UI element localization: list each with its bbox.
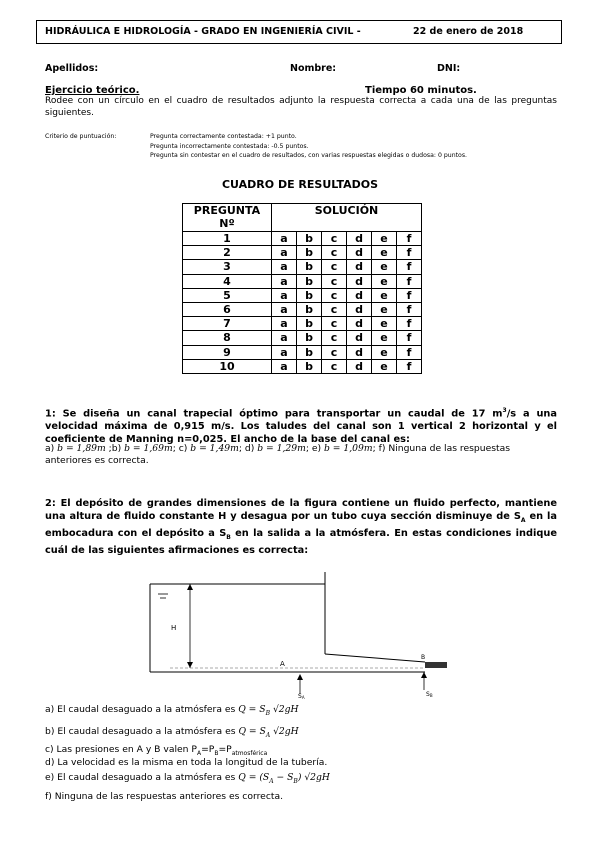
answer-option-e[interactable]: e: [372, 288, 397, 302]
results-row: [183, 274, 422, 288]
answer-option-f[interactable]: f: [397, 331, 422, 345]
results-row: [183, 246, 422, 260]
answer-option-c[interactable]: c: [322, 359, 347, 373]
q1-option-b[interactable]: b = 1,69m: [124, 443, 173, 454]
answer-option-e[interactable]: e: [372, 260, 397, 274]
answer-option-b[interactable]: b: [297, 260, 322, 274]
answer-option-c[interactable]: c: [322, 302, 347, 316]
results-row: [183, 302, 422, 316]
exercise-time: Tiempo 60 minutos.: [365, 85, 477, 96]
h-label: H: [171, 624, 177, 632]
question-1: 1: Se diseña un canal trapecial óptimo para transportar un caudal de 17 $m^3/s$ a una velocidad máxima de 0,915 m/s. Los taludes del canal son 1 vertical 2 horizontal y el coeficiente de Manning n=0,025. El ancho de la base del canal es:: [45, 407, 558, 446]
answer-option-f[interactable]: f: [397, 317, 422, 331]
results-row: [183, 359, 422, 373]
answer-option-f[interactable]: f: [397, 288, 422, 302]
answer-option-d[interactable]: d: [347, 302, 372, 316]
point-b-label: B: [421, 654, 426, 661]
answer-option-a[interactable]: a: [272, 359, 297, 373]
answer-option-b[interactable]: b: [297, 331, 322, 345]
exercise-intro: Rodee con un círculo en el cuadro de resultados adjunto la respuesta correcta a cada una de las preguntas siguientes.: [45, 96, 557, 118]
answer-option-b[interactable]: b: [297, 274, 322, 288]
answer-option-e[interactable]: e: [372, 302, 397, 316]
answer-option-d[interactable]: d: [347, 246, 372, 260]
nombre-label: Nombre:: [290, 63, 337, 74]
question-number: 1: [183, 232, 272, 246]
answer-option-e[interactable]: e: [372, 317, 397, 331]
q2-option-d[interactable]: d) La velocidad es la misma en toda la longitud de la tubería.: [45, 757, 328, 768]
answer-option-d[interactable]: d: [347, 331, 372, 345]
answer-option-f[interactable]: f: [397, 274, 422, 288]
answer-option-e[interactable]: e: [372, 274, 397, 288]
results-row: [183, 288, 422, 302]
answer-option-e[interactable]: e: [372, 232, 397, 246]
question-number: 8: [183, 331, 272, 345]
sa-label: SA: [298, 693, 305, 700]
results-row: [183, 331, 422, 345]
question-number: 6: [183, 302, 272, 316]
answer-option-e[interactable]: e: [372, 359, 397, 373]
q1-option-a[interactable]: b = 1,89m: [57, 443, 106, 454]
q2-option-f[interactable]: f) Ninguna de las respuestas anteriores es correcta.: [45, 791, 284, 802]
answer-option-a[interactable]: a: [272, 317, 297, 331]
dni-label: DNI:: [437, 63, 461, 74]
answer-option-d[interactable]: d: [347, 288, 372, 302]
answer-option-a[interactable]: a: [272, 274, 297, 288]
answer-option-e[interactable]: e: [372, 345, 397, 359]
criteria-line: Pregunta correctamente contestada: +1 punto.: [150, 133, 297, 140]
answer-option-e[interactable]: e: [372, 246, 397, 260]
results-row: [183, 345, 422, 359]
q1-option-e[interactable]: b = 1,09m: [324, 443, 373, 454]
answer-option-c[interactable]: c: [322, 317, 347, 331]
pregunta-header: PREGUNTA Nº: [183, 204, 272, 232]
answer-option-b[interactable]: b: [297, 302, 322, 316]
header-title: HIDRÁULICA E HIDROLOGÍA - GRADO EN INGENIERÍA CIVIL -: [45, 26, 361, 37]
answer-option-f[interactable]: f: [397, 232, 422, 246]
answer-option-f[interactable]: f: [397, 260, 422, 274]
question-number: 4: [183, 274, 272, 288]
results-table: [182, 203, 422, 374]
answer-option-f[interactable]: f: [397, 246, 422, 260]
results-row: [183, 232, 422, 246]
apellidos-label: Apellidos:: [45, 63, 99, 74]
point-a-label: A: [280, 660, 285, 668]
answer-option-b[interactable]: b: [297, 232, 322, 246]
answer-option-d[interactable]: d: [347, 359, 372, 373]
solucion-header: SOLUCIÓN: [272, 204, 422, 232]
answer-option-a[interactable]: a: [272, 288, 297, 302]
answer-option-d[interactable]: d: [347, 345, 372, 359]
question-number: 7: [183, 317, 272, 331]
q1-option-c[interactable]: b = 1,49m: [190, 443, 239, 454]
answer-option-a[interactable]: a: [272, 345, 297, 359]
answer-option-f[interactable]: f: [397, 302, 422, 316]
answer-option-d[interactable]: d: [347, 232, 372, 246]
answer-option-c[interactable]: c: [322, 232, 347, 246]
answer-option-a[interactable]: a: [272, 302, 297, 316]
answer-option-b[interactable]: b: [297, 359, 322, 373]
pipe-outlet: [425, 662, 447, 668]
question-number: 2: [183, 246, 272, 260]
q2-option-e[interactable]: e) El caudal desaguado a la atmósfera es $Q = (S_A - S_B)$ √2gH: [45, 772, 330, 785]
answer-option-e[interactable]: e: [372, 331, 397, 345]
answer-option-a[interactable]: a: [272, 260, 297, 274]
pipe-top: [325, 654, 425, 662]
criteria-line: Pregunta sin contestar en el cuadro de resultados, con varias respuestas elegidas o dudosa: 0 puntos.: [150, 152, 468, 159]
results-title: CUADRO DE RESULTADOS: [221, 178, 379, 191]
sb-label: SB: [426, 691, 433, 698]
answer-option-a[interactable]: a: [272, 246, 297, 260]
q2-option-b[interactable]: b) El caudal desaguado a la atmósfera es $Q = S_A$ √2gH: [45, 726, 299, 739]
answer-option-c[interactable]: c: [322, 274, 347, 288]
answer-option-a[interactable]: a: [272, 232, 297, 246]
question-number: 10: [183, 359, 272, 373]
exercise-title: Ejercicio teórico.: [45, 85, 140, 96]
header-date: 22 de enero de 2018: [413, 26, 524, 37]
answer-option-c[interactable]: c: [322, 288, 347, 302]
q1-option-f[interactable]: ; f) Ninguna de las respuestas anteriores es correcta.: [45, 443, 511, 466]
answer-option-b[interactable]: b: [297, 246, 322, 260]
q2-option-c[interactable]: c) Las presiones en A y B valen $P_A=P_B=P_{atmosférica}$: [45, 744, 268, 757]
question-2: 2: El depósito de grandes dimensiones de la figura contiene un fluido perfecto, mantiene una altura de fluido constante H y desagua por un tubo cuya sección disminuye de $S_A$ en la embocadura con el depósito a $S_B$ en la salida a la atmósfera. En estas condiciones indique cuál de las siguientes afirmaciones es correcta:: [45, 498, 558, 556]
answer-option-b[interactable]: b: [297, 288, 322, 302]
answer-option-b[interactable]: b: [297, 317, 322, 331]
answer-option-a[interactable]: a: [272, 331, 297, 345]
q2-option-a[interactable]: a) El caudal desaguado a la atmósfera es $Q = S_B$ √2gH: [45, 704, 299, 717]
criteria-label: Criterio de puntuación:: [45, 133, 117, 140]
question-number: 3: [183, 260, 272, 274]
results-row: [183, 260, 422, 274]
answer-option-c[interactable]: c: [322, 246, 347, 260]
answer-option-c[interactable]: c: [322, 345, 347, 359]
q1-option-d[interactable]: b = 1,29m: [257, 443, 306, 454]
results-row: [183, 317, 422, 331]
answer-option-f[interactable]: f: [397, 359, 422, 373]
answer-option-c[interactable]: c: [322, 331, 347, 345]
question-1-options: a) b = 1,89m ;b) b = 1,69m; c) b = 1,49m; d) b = 1,29m; e) b = 1,09m; f) Ninguna de las respuestas anteriores es correcta.: [45, 443, 511, 466]
question-number: 9: [183, 345, 272, 359]
answer-option-d[interactable]: d: [347, 317, 372, 331]
answer-option-f[interactable]: f: [397, 345, 422, 359]
answer-option-d[interactable]: d: [347, 260, 372, 274]
question-number: 5: [183, 288, 272, 302]
answer-option-b[interactable]: b: [297, 345, 322, 359]
tank-figure: [140, 562, 450, 702]
criteria-line: Pregunta incorrectamente contestada: -0.5 puntos.: [150, 143, 309, 150]
answer-option-d[interactable]: d: [347, 274, 372, 288]
answer-option-c[interactable]: c: [322, 260, 347, 274]
